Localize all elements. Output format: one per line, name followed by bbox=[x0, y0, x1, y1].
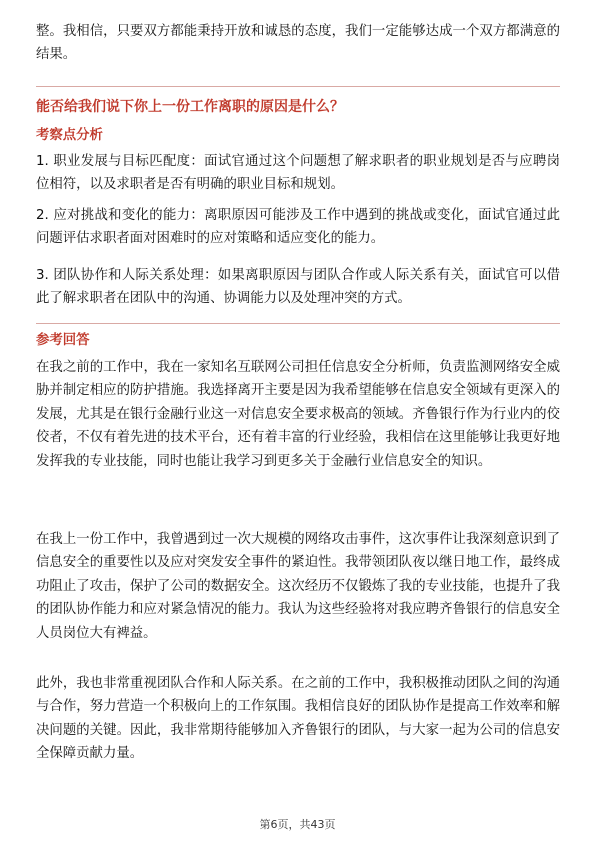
answer-paragraph-2: 在我上一份工作中，我曾遇到过一次大规模的网络攻击事件，这次事件让我深刻意识到了信息安全的重要性以及应对突发安全事件的紧迫性。我带领团队夜以继日地工作，最终成功阻止了攻击，保护了公司的数据安全。这次经历不仅锻炼了我的专业技能，也提升了我的团队协作能力和应对紧急情况的能力。我认为这些经验将对我应聘齐鲁银行的信息安全人员岗位大有裨益。 bbox=[36, 532, 560, 641]
section-divider bbox=[36, 323, 560, 324]
section-divider bbox=[36, 86, 560, 87]
analysis-item-2: 2. 应对挑战和变化的能力：离职原因可能涉及工作中遇到的挑战或变化，面试官通过此问题评估求职者面对困难时的应对策略和适应变化的能力。 bbox=[36, 208, 560, 247]
answer-paragraph-1: 在我之前的工作中，我在一家知名互联网公司担任信息安全分析师，负责监测网络安全威胁并制定相应的防护措施。我选择离开主要是因为我希望能够在信息安全领域有更深入的发展，尤其是在银行金融行业这一对信息安全要求极高的领域。齐鲁银行作为行业内的佼佼者，不仅有着先进的技术平台，还有着丰富的行业经验，我相信在这里能够让我更好地发挥我的专业技能，同时也能让我学习到更多关于金融行业信息安全的知识。 bbox=[36, 360, 560, 469]
answer-heading: 参考回答 bbox=[36, 333, 90, 348]
analysis-item-1: 1. 职业发展与目标匹配度：面试官通过这个问题想了解求职者的职业规划是否与应聘岗位相符，以及求职者是否有明确的职业目标和规划。 bbox=[36, 154, 560, 193]
analysis-item-3: 3. 团队协作和人际关系处理：如果离职原因与团队合作或人际关系有关，面试官可以借此了解求职者在团队中的沟通、协调能力以及处理冲突的方式。 bbox=[36, 268, 560, 307]
analysis-heading: 考察点分析 bbox=[36, 128, 103, 143]
question-title: 能否给我们说下你上一份工作离职的原因是什么？ bbox=[36, 99, 344, 115]
answer-paragraph-3: 此外，我也非常重视团队合作和人际关系。在之前的工作中，我积极推动团队之间的沟通与合作，努力营造一个积极向上的工作氛围。我相信良好的团队协作是提高工作效率和解决问题的关键。因此，我非常期待能够加入齐鲁银行的团队，与大家一起为公司的信息安全保障贡献力量。 bbox=[36, 676, 560, 762]
intro-paragraph: 整。我相信，只要双方都能秉持开放和诚恳的态度，我们一定能够达成一个双方都满意的结果。 bbox=[36, 24, 560, 63]
page-number: 第6页，共43页 bbox=[259, 818, 336, 831]
